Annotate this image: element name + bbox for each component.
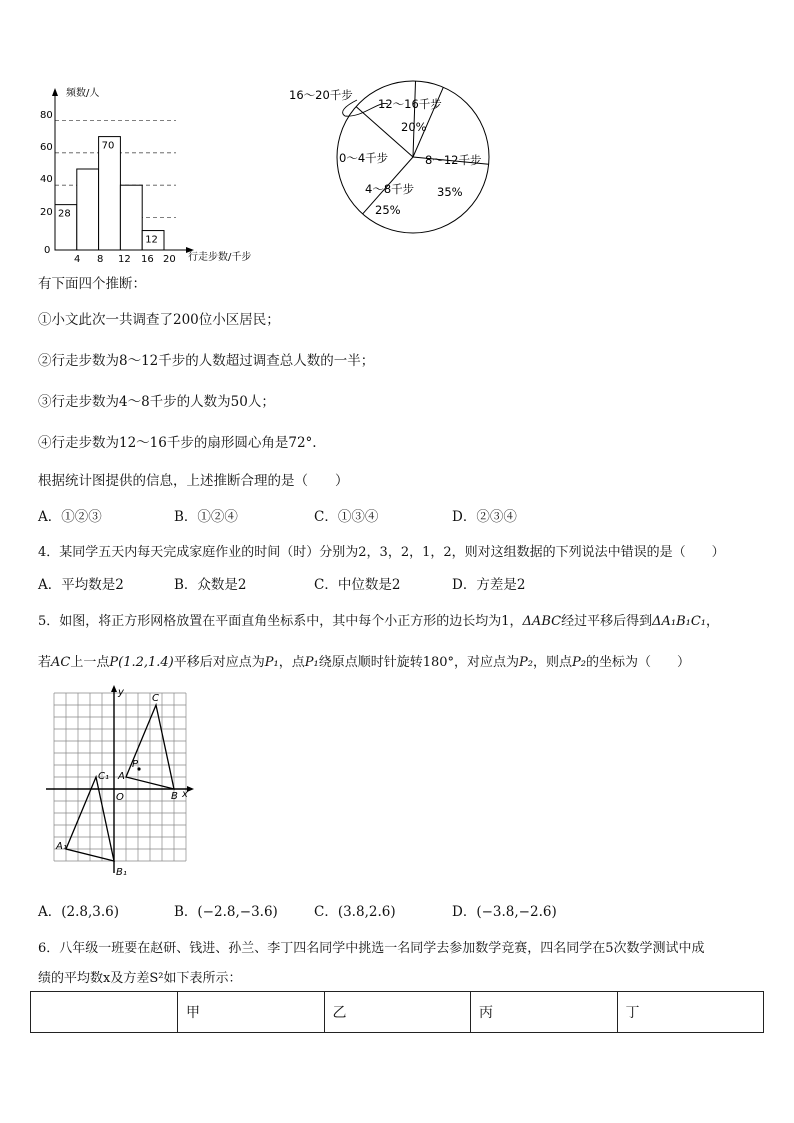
hist-bar-value-label: 12 [145,234,158,246]
q5-triangle-a1b1c1: ΔA₁B₁C₁ [652,614,707,629]
q5-line-2-text: 的坐标为（ ） [586,655,691,670]
q5-point-p2: P₂ [572,655,586,670]
q5-option-b[interactable]: B．(−2.8,−3.6) [174,904,278,920]
q5-segment-ac: AC [51,655,71,670]
table-header-cell: 甲 [178,992,325,1033]
q3-option-a[interactable]: A．①②③ [38,509,102,525]
grid-label-y: y [118,687,124,698]
q4-option-c[interactable]: C．中位数是2 [314,577,401,593]
table-header-cell: 丙 [471,992,618,1033]
table-header-cell: 丁 [617,992,764,1033]
q4-option-b[interactable]: B．众数是2 [174,577,247,593]
q5-line-2-text: 上一点 [70,655,110,670]
grid-label-a: A [118,771,125,782]
grid-label-a1: A₁ [56,841,67,852]
pie-slice-0-4-label: 0～4千步 [339,151,389,165]
pie-slice-4-8-pct: 25% [375,203,401,217]
grid-y-arrow [111,685,117,692]
hist-x-tick: 12 [118,254,131,265]
q3-statement-2: ②行走步数为8～12千步的人数超过调查总人数的一半； [38,353,375,369]
frequency-histogram [30,80,270,265]
q3-intro: 有下面四个推断： [38,276,146,292]
q5-line-1-text: 经过平移后得到 [561,614,653,629]
q3-statement-3: ③行走步数为4～8千步的人数为50人； [38,394,275,410]
q5-point-p: P(1.2,1.4) [109,655,174,670]
q6-line-1: 6．八年级一班要在赵研、钱进、孙兰、李丁四名同学中挑选一名同学去参加数学竞赛，四名同学在5次数学测试中成 [38,941,705,956]
pie-outside-label: 16～20千步 [289,88,353,102]
q5-line-2-text: 绕原点顺时针旋转180°，对应点为 [318,655,520,670]
q3-option-c[interactable]: C．①③④ [314,509,379,525]
q5-line-1-text: ， [706,614,720,629]
hist-y-tick: 40 [40,174,53,185]
q5-line-2 [38,651,690,670]
q4-stem: 4．某同学五天内每天完成家庭作业的时间（时）分别为2，3，2，1，2，则对这组数据的下列说法中错误的是（ ） [38,545,725,560]
q5-line-2-text: ，则点 [533,655,573,670]
q5-line-2-text: 若 [38,655,52,670]
hist-bar-value-label: 28 [58,208,71,220]
hist-bar [120,185,142,250]
hist-x-tick: 8 [97,254,104,265]
grid-label-x: x [182,789,188,800]
hist-y-tick: 20 [40,207,53,218]
table-header-cell: 乙 [324,992,471,1033]
hist-x-tick: 20 [163,254,176,265]
hist-y-arrow [52,88,58,96]
q5-option-d[interactable]: D．(−3.8,−2.6) [452,904,557,920]
q6-table [30,991,764,1033]
hist-origin-label: 0 [44,245,51,256]
q5-point-p1: P₁ [304,655,319,670]
grid-label-c: C [152,693,159,704]
grid-label-b: B [171,791,178,802]
grid-label-c1: C₁ [98,771,109,782]
q5-line-1 [38,610,719,629]
hist-bar [77,169,99,250]
pie-slice-8-12-pct: 35% [437,185,463,199]
pie-slice-8-12-label: 8～12千步 [425,153,482,167]
hist-y-tick: 60 [40,142,53,153]
hist-bar-value-label: 70 [101,140,115,152]
pie-slice-4-8-label: 4～8千步 [365,182,415,196]
q5-point-p1: P₁ [264,655,279,670]
hist-x-axis-label: 行走步数/千步 [188,252,252,263]
q5-option-a[interactable]: A．(2.8,3.6) [38,904,120,920]
pie-slice-12-16-label: 12～16千步 [378,97,442,111]
grid-label-b1: B₁ [116,867,127,878]
steps-pie-chart [283,80,503,260]
grid-x-arrow [187,786,194,792]
hist-x-tick: 16 [141,254,154,265]
hist-y-axis-label: 频数/人 [66,88,100,99]
q3-statement-4: ④行走步数为12～16千步的扇形圆心角是72°. [38,435,317,451]
hist-bar [99,137,121,250]
q3-option-d[interactable]: D．②③④ [452,509,517,525]
grid-label-p: P [132,759,139,770]
coordinate-grid-figure [44,683,204,883]
q4-option-d[interactable]: D．方差是2 [452,577,526,593]
pie-slice-12-16-pct: 20% [401,120,427,134]
q3-statement-1: ①小文此次一共调查了200位小区居民； [38,312,280,328]
q5-point-p2: P₂ [519,655,534,670]
q5-line-1-text: 5．如图，将正方形网格放置在平面直角坐标系中，其中每个小正方形的边长均为1， [38,614,523,629]
q5-line-2-text: 平移后对应点为 [173,655,265,670]
hist-y-tick: 80 [40,110,53,121]
grid-label-origin: O [116,792,124,803]
hist-x-tick: 4 [74,254,81,265]
table-header-cell [31,992,178,1033]
q5-line-2-text: ，点 [278,655,305,670]
q6-line-2: 绩的平均数x及方差S²如下表所示： [38,971,242,986]
q3-option-b[interactable]: B．①②④ [174,509,238,525]
q5-triangle-abc: ΔABC [522,614,562,629]
table-row [31,992,764,1033]
q4-option-a[interactable]: A．平均数是2 [38,577,124,593]
q5-option-c[interactable]: C．(3.8,2.6) [314,904,396,920]
q3-question: 根据统计图提供的信息，上述推断合理的是（ ） [38,473,349,489]
